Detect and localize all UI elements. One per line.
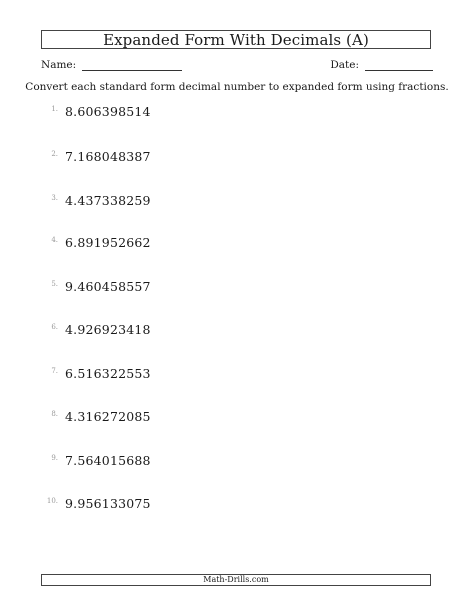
problem-number: 1.	[51, 105, 58, 113]
date-label: Date:	[330, 59, 359, 71]
footer-source: Math-Drills.com	[41, 574, 431, 586]
problem-number: 7.	[51, 367, 58, 375]
problem-item	[36, 148, 151, 164]
date-field	[330, 59, 433, 71]
problem-item	[36, 408, 151, 424]
problem-item	[36, 192, 151, 208]
problem-item	[36, 234, 151, 250]
problem-value: 4.316272085	[65, 408, 151, 424]
problem-number: 3.	[51, 194, 58, 202]
problem-number: 5.	[51, 280, 58, 288]
problem-number: 8.	[51, 410, 58, 418]
problem-item	[36, 321, 151, 337]
name-label: Name:	[41, 59, 77, 71]
worksheet-title: Expanded Form With Decimals (A)	[41, 30, 431, 49]
date-blank-line	[365, 59, 433, 71]
problem-value: 8.606398514	[65, 103, 151, 119]
problem-number: 6.	[51, 323, 58, 331]
instructions: Convert each standard form decimal number to expanded form using fractions.	[25, 81, 449, 93]
problem-number: 4.	[51, 236, 58, 244]
problem-item	[36, 495, 151, 511]
problem-item	[36, 278, 151, 294]
problem-item	[36, 103, 151, 119]
problem-number: 9.	[51, 454, 58, 462]
problem-value: 4.437338259	[65, 192, 151, 208]
name-blank-line	[82, 59, 182, 71]
problem-item	[36, 365, 151, 381]
problem-item	[36, 452, 151, 468]
problem-value: 7.168048387	[65, 148, 151, 164]
name-field	[41, 59, 182, 71]
problem-value: 4.926923418	[65, 321, 151, 337]
problem-value: 9.460458557	[65, 278, 151, 294]
problem-value: 7.564015688	[65, 452, 151, 468]
problem-number: 2.	[51, 150, 58, 158]
problem-number: 10.	[46, 497, 58, 505]
problem-value: 9.956133075	[65, 495, 151, 511]
problem-value: 6.891952662	[65, 234, 151, 250]
problem-value: 6.516322553	[65, 365, 151, 381]
